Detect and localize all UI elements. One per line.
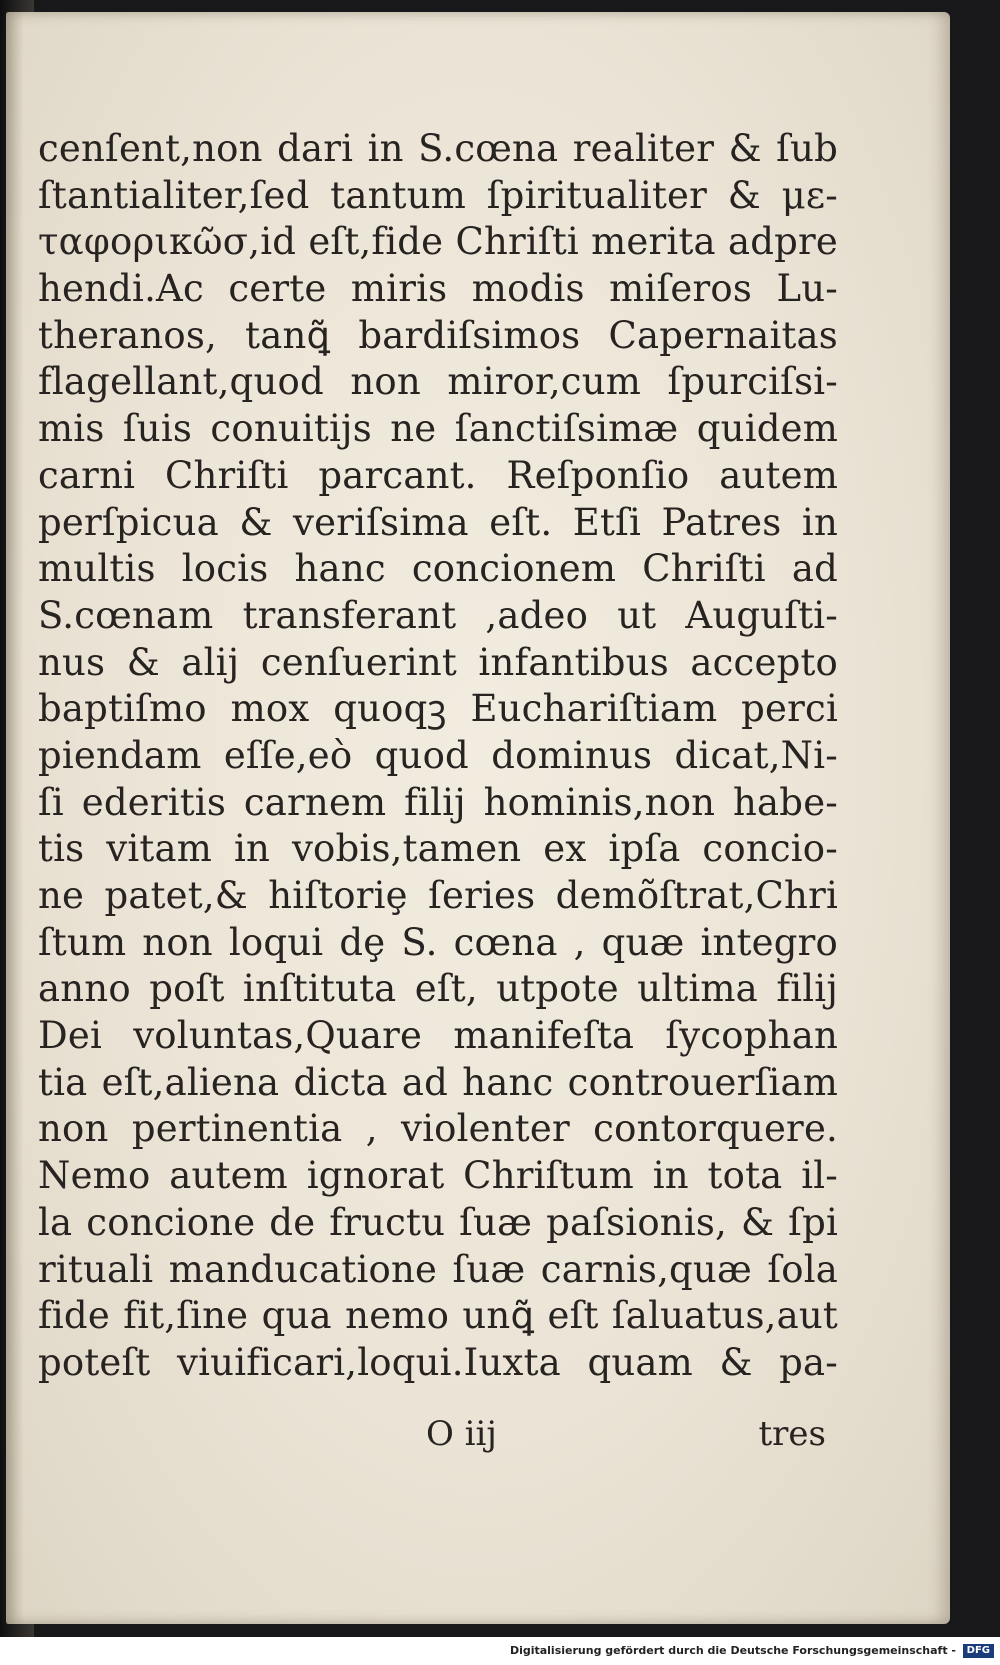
text-line: tia eſt,aliena dicta ad hanc controuerſiam	[38, 1060, 838, 1104]
text-line: anno poſt inſtituta eſt, utpote ultima filij	[38, 967, 838, 1011]
page-text-block	[38, 126, 838, 1387]
page-gutter-shadow	[6, 12, 24, 1624]
text-line: perſpicua & veriſsima eſt. Etſi Patres in	[38, 500, 838, 544]
text-line: ſtantialiter,ſed tantum ſpiritualiter & με-	[38, 173, 838, 217]
text-line: carni Chriſti parcant. Reſponſio autem	[38, 453, 838, 497]
text-line: nus & alij cenſuerint infantibus accepto	[38, 640, 838, 684]
text-line: mis ſuis conuitijs ne ſanctiſsimæ quidem	[38, 407, 838, 451]
digitization-footer	[0, 1637, 1000, 1665]
text-line: la concione de fructu ſuæ paſsionis, & ſpi	[38, 1200, 838, 1244]
footer-credit: Digitalisierung gefördert durch die Deutsche Forschungsgemeinschaft -	[509, 1644, 956, 1657]
signature-mark: O iij	[426, 1414, 497, 1454]
text-line: cenſent,non dari in S.cœna realiter & ſub	[38, 127, 838, 170]
catchword: tres	[758, 1414, 826, 1454]
text-line: Dei voluntas,Quare manifeſta ſycophan	[38, 1014, 838, 1058]
text-line: poteſt viuificari,loqui.Iuxta quam & pa-	[38, 1340, 838, 1384]
text-line: ſi ederitis carnem filij hominis,non habe-	[38, 780, 838, 824]
text-line: baptiſmo mox quoqꝫ Euchariſtiam perci	[38, 687, 838, 731]
text-line: S.cœnam transferant ,adeo ut Auguſti-	[38, 593, 838, 637]
dfg-logo: DFG	[963, 1644, 994, 1658]
text-line: piendam eſſe,eò quod dominus dicat,Ni-	[38, 733, 838, 777]
text-line: fide fit,ſine qua nemo unꝗ̃ eſt ſaluatus,aut	[38, 1294, 838, 1338]
text-line: Nemo autem ignorat Chriſtum in tota il-	[38, 1154, 838, 1198]
text-line: ne patet,& hiſtoriȩ ſeries demõſtrat,Chri	[38, 874, 838, 917]
text-line: theranos, tanꝗ̃ bardiſsimos Capernaitas	[38, 313, 838, 357]
text-line: hendi.Ac certe miris modis miſeros Lu-	[38, 267, 838, 311]
text-line: tis vitam in vobis,tamen ex ipſa concio-	[38, 827, 838, 871]
text-line: ſtum non loqui dȩ S. cœna , quæ integro	[38, 920, 838, 964]
text-line: flagellant,quod non miror,cum ſpurciſsi-	[38, 360, 838, 404]
page-foot-line	[426, 1414, 826, 1454]
text-line: ταφορικῶσ,id eſt,fide Chriſti merita adpre	[38, 220, 838, 264]
text-line: multis locis hanc concionem Chriſti ad	[38, 547, 838, 591]
text-line: non pertinentia , violenter contorquere.	[38, 1107, 838, 1151]
text-line: rituali manducatione ſuæ carnis,quæ ſola	[38, 1247, 838, 1291]
